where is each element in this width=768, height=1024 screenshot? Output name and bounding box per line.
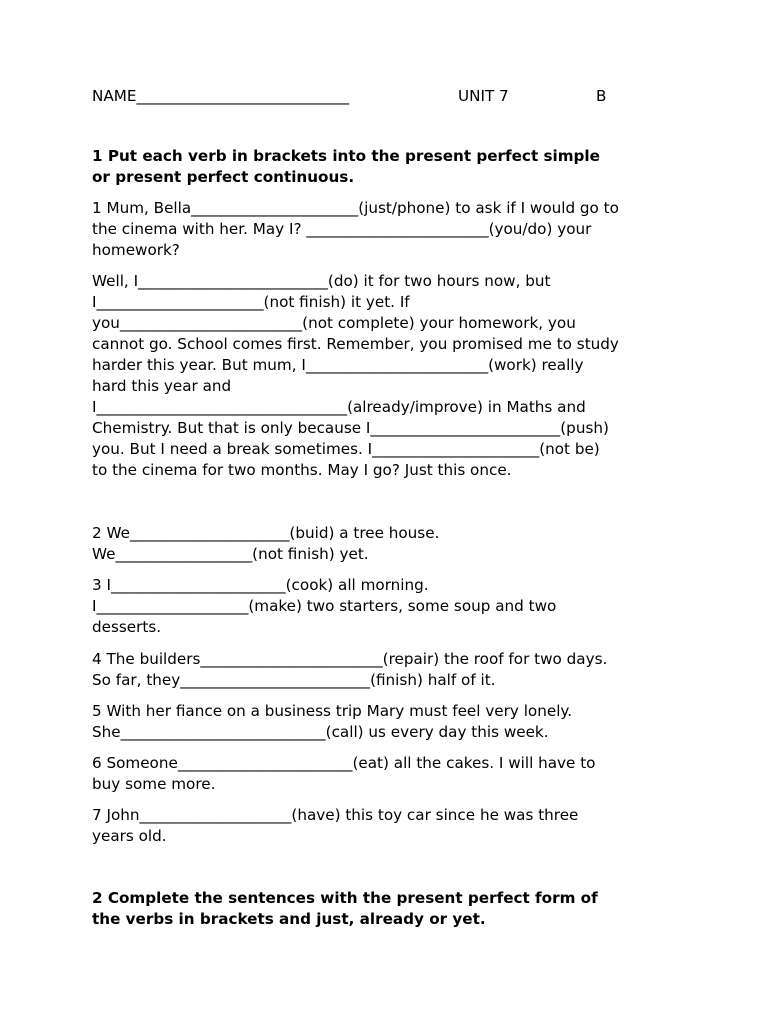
exercise-line: We__________________(not finish) yet. (92, 545, 369, 563)
exercise-item-3 (92, 575, 692, 638)
exercise-item-4 (92, 649, 692, 691)
exercise-line: She___________________________(call) us every day this week. (92, 723, 549, 741)
instruction-line: the verbs in brackets and just, already or yet. (92, 910, 486, 928)
exercise-line: desserts. (92, 618, 162, 636)
exercise-item-2 (92, 523, 692, 565)
exercise-item-6 (92, 753, 692, 795)
exercise-line: 5 With her fiance on a business trip Mary must feel very lonely. (92, 702, 573, 720)
exercise-item-7 (92, 805, 692, 847)
exercise-line: 4 The builders________________________(repair) the roof for two days. (92, 650, 608, 668)
exercise-line: So far, they_________________________(finish) half of it. (92, 671, 496, 689)
worksheet-header (92, 86, 692, 107)
exercise-line: harder this year. But mum, I________________________(work) really (92, 356, 584, 374)
exercise-line: years old. (92, 827, 167, 845)
exercise-line: hard this year and (92, 377, 232, 395)
exercise-line: I_________________________________(already/improve) in Maths and (92, 398, 586, 416)
exercise-line: you________________________(not complete) your homework, you (92, 314, 576, 332)
version-label: B (596, 87, 607, 105)
exercise-line: homework? (92, 241, 180, 259)
exercise-line: 2 We_____________________(buid) a tree house. (92, 524, 440, 542)
exercise-line: 7 John____________________(have) this toy car since he was three (92, 806, 579, 824)
name-field: NAME____________________________ (92, 87, 350, 105)
exercise-line: Well, I_________________________(do) it for two hours now, but (92, 272, 551, 290)
exercise-line: 1 Mum, Bella______________________(just/phone) to ask if I would go to (92, 199, 619, 217)
exercise-line: I______________________(not finish) it yet. If (92, 293, 410, 311)
exercise-item-1-intro (92, 198, 692, 261)
exercise-line: 6 Someone_______________________(eat) all the cakes. I will have to (92, 754, 596, 772)
exercise-line: 3 I_______________________(cook) all morning. (92, 576, 429, 594)
exercise-line: to the cinema for two months. May I go? Just this once. (92, 461, 512, 479)
exercise-line: Chemistry. But that is only because I_________________________(push) (92, 419, 609, 437)
exercise-item-5 (92, 701, 692, 743)
exercise-line: buy some more. (92, 775, 216, 793)
exercise-line: cannot go. School comes first. Remember, you promised me to study (92, 335, 619, 353)
instruction-line: 1 Put each verb in brackets into the present perfect simple (92, 147, 600, 165)
exercise-line: you. But I need a break sometimes. I______________________(not be) (92, 440, 600, 458)
exercise-line: the cinema with her. May I? ________________________(you/do) your (92, 220, 592, 238)
section-1-instruction (92, 146, 692, 188)
section-2-instruction (92, 888, 692, 930)
exercise-line: I____________________(make) two starters, some soup and two (92, 597, 557, 615)
exercise-item-1-dialogue (92, 271, 692, 481)
instruction-line: 2 Complete the sentences with the present perfect form of (92, 889, 598, 907)
instruction-line: or present perfect continuous. (92, 168, 355, 186)
unit-label: UNIT 7 (458, 87, 509, 105)
